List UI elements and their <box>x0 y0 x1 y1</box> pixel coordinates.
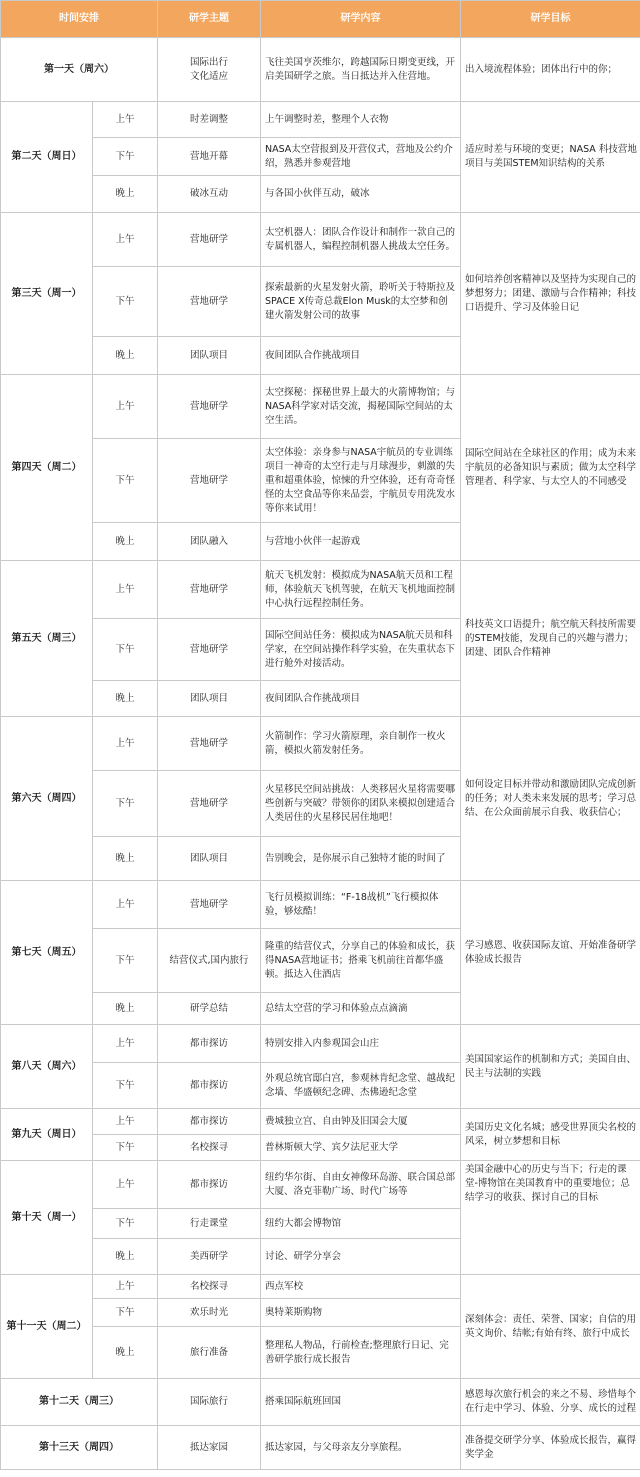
header-content: 研学内容 <box>261 1 461 38</box>
day-cell: 第九天（周日） <box>1 1109 93 1161</box>
goal-cell: 美国金融中心的历史与当下；行走的课堂-博物馆在美国教育中的重要地位；总结学习的收获、探讨自己的目标 <box>461 1161 640 1275</box>
period-cell: 晚上 <box>93 1327 158 1379</box>
content-cell: 抵达家园，与父母亲友分享旅程。 <box>261 1426 461 1470</box>
content-cell: 飞往美国亨茨维尔，跨越国际日期变更线，开启美国研学之旅。当日抵达并入住营地。 <box>261 38 461 102</box>
day-cell: 第一天（周六） <box>1 38 158 102</box>
day-cell: 第五天（周三） <box>1 561 93 717</box>
period-cell: 下午 <box>93 1135 158 1161</box>
period-cell: 晚上 <box>93 523 158 561</box>
theme-cell: 国际旅行 <box>158 1379 261 1426</box>
content-cell: 搭乘国际航班回国 <box>261 1379 461 1426</box>
theme-cell: 团队融入 <box>158 523 261 561</box>
table-row <box>1 561 640 619</box>
period-cell: 上午 <box>93 1275 158 1299</box>
table-row <box>1 1109 640 1135</box>
content-cell: 讨论、研学分享会 <box>261 1239 461 1275</box>
theme-cell: 名校探寻 <box>158 1275 261 1299</box>
theme-cell: 都市探访 <box>158 1161 261 1209</box>
goal-cell: 深刻体会：责任、荣誉、国家；自信的用英文询价、结帐;有始有终、旅行中成长 <box>461 1275 640 1379</box>
day-cell: 第十二天（周三） <box>1 1379 158 1426</box>
content-cell: 夜间团队合作挑战项目 <box>261 337 461 375</box>
day-cell: 第十三天（周四） <box>1 1426 158 1470</box>
table-row <box>1 38 640 102</box>
period-cell: 上午 <box>93 561 158 619</box>
theme-cell: 都市探访 <box>158 1025 261 1063</box>
theme-cell: 营地研学 <box>158 771 261 837</box>
theme-cell: 名校探寻 <box>158 1135 261 1161</box>
period-cell: 晚上 <box>93 993 158 1025</box>
content-cell: 与营地小伙伴一起游戏 <box>261 523 461 561</box>
content-cell: 飞行员模拟训练：“F-18战机”飞行模拟体验，够炫酷！ <box>261 881 461 929</box>
period-cell: 晚上 <box>93 176 158 213</box>
table-row <box>1 881 640 929</box>
content-cell: 夜间团队合作挑战项目 <box>261 681 461 717</box>
period-cell: 晚上 <box>93 837 158 881</box>
content-cell: 纽约华尔街、自由女神像环岛游、联合国总部大厦、洛克菲勒广场、时代广场等 <box>261 1161 461 1209</box>
period-cell: 下午 <box>93 929 158 993</box>
content-cell: 探索最新的火星发射火箭，聆听关于特斯拉及SPACE X传奇总裁Elon Musk的太空梦和创建火箭发射公司的故事 <box>261 267 461 337</box>
day-cell: 第四天（周二） <box>1 375 93 561</box>
content-cell: 与各国小伙伴互动，破冰 <box>261 176 461 213</box>
content-cell: 整理私人物品，行前检查;整理旅行日记、完善研学旅行成长报告 <box>261 1327 461 1379</box>
goal-cell: 国际空间站在全球社区的作用；成为未来宇航员的必备知识与素质；做为太空科学管理者、科学家、与太空人的不同感受 <box>461 375 640 561</box>
period-cell: 上午 <box>93 1025 158 1063</box>
content-cell: 太空体验：亲身参与NASA宇航员的专业训练项目一神奇的太空行走与月球漫步，刺激的失重和超重体验，惊悚的升空体验，还有奇奇怪怪的太空食品等你来品尝，宇航员专用洗发水等你来试用！ <box>261 439 461 523</box>
theme-cell: 团队项目 <box>158 337 261 375</box>
theme-cell: 营地研学 <box>158 881 261 929</box>
content-cell: NASA太空营报到及开营仪式，营地及公约介绍，熟悉并参观营地 <box>261 138 461 176</box>
content-cell: 费城独立宫、自由钟及旧国会大厦 <box>261 1109 461 1135</box>
header-goal: 研学目标 <box>461 1 640 38</box>
day-cell: 第三天（周一） <box>1 213 93 375</box>
table-row <box>1 213 640 267</box>
theme-cell: 营地研学 <box>158 267 261 337</box>
day-cell: 第二天（周日） <box>1 102 93 213</box>
theme-cell: 国际出行 文化适应 <box>158 38 261 102</box>
theme-cell: 都市探访 <box>158 1109 261 1135</box>
theme-cell: 营地研学 <box>158 717 261 771</box>
theme-cell: 旅行准备 <box>158 1327 261 1379</box>
period-cell: 下午 <box>93 267 158 337</box>
theme-cell: 营地研学 <box>158 375 261 439</box>
content-cell: 奥特莱斯购物 <box>261 1299 461 1327</box>
content-cell: 纽约大都会博物馆 <box>261 1209 461 1239</box>
theme-cell: 营地研学 <box>158 439 261 523</box>
theme-cell: 时差调整 <box>158 102 261 138</box>
content-cell: 上午调整时差，整理个人衣物 <box>261 102 461 138</box>
period-cell: 下午 <box>93 619 158 681</box>
theme-cell: 破冰互动 <box>158 176 261 213</box>
table-row <box>1 1379 640 1426</box>
theme-cell: 美西研学 <box>158 1239 261 1275</box>
day-cell: 第八天（周六） <box>1 1025 93 1109</box>
theme-cell: 结营仪式,国内旅行 <box>158 929 261 993</box>
theme-cell: 团队项目 <box>158 837 261 881</box>
table-row <box>1 102 640 138</box>
content-cell: 火星移民空间站挑战：人类移居火星将需要哪些创新与突破？带领你的团队来模拟创建适合人类居住的火星移民居住地吧！ <box>261 771 461 837</box>
day-cell: 第七天（周五） <box>1 881 93 1025</box>
period-cell: 上午 <box>93 213 158 267</box>
goal-cell: 如何设定目标并带动和激励团队完成创新的任务；对人类未来发展的思考；学习总结、在公众面前展示自我、收获信心； <box>461 717 640 881</box>
day-cell: 第六天（周四） <box>1 717 93 881</box>
theme-cell: 行走课堂 <box>158 1209 261 1239</box>
header-theme: 研学主题 <box>158 1 261 38</box>
table-row <box>1 375 640 439</box>
goal-cell: 适应时差与环境的变更；NASA 科技营地项目与美国STEM知识结构的关系 <box>461 102 640 213</box>
content-cell: 太空机器人：团队合作设计和制作一款自己的专属机器人，编程控制机器人挑战太空任务。 <box>261 213 461 267</box>
period-cell: 下午 <box>93 1209 158 1239</box>
table-row <box>1 717 640 771</box>
period-cell: 上午 <box>93 881 158 929</box>
theme-cell: 都市探访 <box>158 1063 261 1109</box>
period-cell: 上午 <box>93 1161 158 1209</box>
day-cell: 第十天（周一） <box>1 1161 93 1275</box>
theme-cell: 营地研学 <box>158 561 261 619</box>
content-cell: 外观总统官邸白宫，参观林肯纪念堂、越战纪念墙、华盛顿纪念碑、杰佛逊纪念堂 <box>261 1063 461 1109</box>
table-row <box>1 1161 640 1209</box>
content-cell: 特别安排入内参观国会山庄 <box>261 1025 461 1063</box>
period-cell: 晚上 <box>93 681 158 717</box>
content-cell: 隆重的结营仪式，分享自己的体验和成长，获得NASA营地证书；搭乘飞机前往首都华盛顿。抵达入住酒店 <box>261 929 461 993</box>
period-cell: 下午 <box>93 771 158 837</box>
table-row <box>1 1275 640 1299</box>
goal-cell: 准备提交研学分享、体验成长报告，赢得奖学金 <box>461 1426 640 1470</box>
goal-cell: 美国历史文化名城；感受世界顶尖名校的风采，树立梦想和目标 <box>461 1109 640 1161</box>
theme-cell: 营地研学 <box>158 213 261 267</box>
period-cell: 上午 <box>93 1109 158 1135</box>
content-cell: 告别晚会，是你展示自己独特才能的时间了 <box>261 837 461 881</box>
theme-cell: 团队项目 <box>158 681 261 717</box>
period-cell: 上午 <box>93 375 158 439</box>
goal-cell: 感恩每次旅行机会的来之不易、珍惜每个在行走中学习、体验、分享、成长的过程 <box>461 1379 640 1426</box>
period-cell: 上午 <box>93 717 158 771</box>
goal-cell: 如何培养创客精神以及坚持为实现自己的梦想努力；团建、激励与合作精神；科技口语提升、学习及体验日记 <box>461 213 640 375</box>
header-time: 时间安排 <box>1 1 158 38</box>
day-cell: 第十一天（周二） <box>1 1275 93 1379</box>
period-cell: 下午 <box>93 1063 158 1109</box>
goal-cell: 科技英文口语提升；航空航天科技所需要的STEM技能，发现自己的兴趣与潜力；团建、团队合作精神 <box>461 561 640 717</box>
theme-cell: 抵达家园 <box>158 1426 261 1470</box>
content-cell: 航天飞机发射：模拟成为NASA航天员和工程师，体验航天飞机驾驶，在航天飞机地面控制中心执行远程控制任务。 <box>261 561 461 619</box>
table-row <box>1 1426 640 1470</box>
table-row <box>1 1025 640 1063</box>
theme-cell: 营地研学 <box>158 619 261 681</box>
content-cell: 普林斯顿大学、宾夕法尼亚大学 <box>261 1135 461 1161</box>
period-cell: 晚上 <box>93 337 158 375</box>
period-cell: 下午 <box>93 439 158 523</box>
content-cell: 火箭制作：学习火箭原理，亲自制作一枚火箭，模拟火箭发射任务。 <box>261 717 461 771</box>
content-cell: 总结太空营的学习和体验点点滴滴 <box>261 993 461 1025</box>
period-cell: 下午 <box>93 1299 158 1327</box>
content-cell: 太空探秘：探秘世界上最大的火箭博物馆；与NASA科学家对话交流，揭秘国际空间站的太空生活。 <box>261 375 461 439</box>
theme-cell: 研学总结 <box>158 993 261 1025</box>
period-cell: 下午 <box>93 138 158 176</box>
period-cell: 晚上 <box>93 1239 158 1275</box>
theme-cell: 营地开幕 <box>158 138 261 176</box>
header-row <box>1 1 640 38</box>
period-cell: 上午 <box>93 102 158 138</box>
goal-cell: 学习感恩、收获国际友谊、开始准备研学体验成长报告 <box>461 881 640 1025</box>
goal-cell: 出入境流程体验；团体出行中的你； <box>461 38 640 102</box>
goal-cell: 美国国家运作的机制和方式；美国自由、民主与法制的实践 <box>461 1025 640 1109</box>
content-cell: 西点军校 <box>261 1275 461 1299</box>
theme-cell: 欢乐时光 <box>158 1299 261 1327</box>
content-cell: 国际空间站任务：模拟成为NASA航天员和科学家，在空间站操作科学实验，在失重状态下进行舱外对接活动。 <box>261 619 461 681</box>
